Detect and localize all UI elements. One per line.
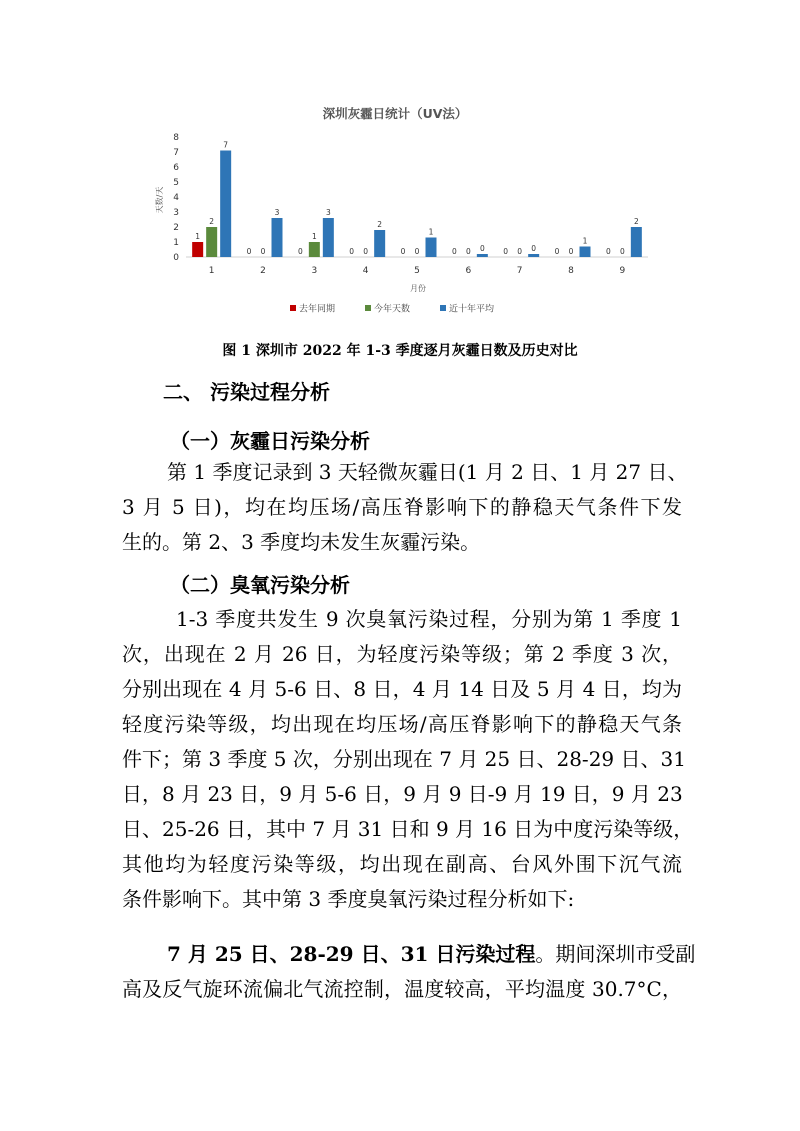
data-label: 1	[311, 232, 317, 241]
subsection-title-haze: （一）灰霾日污染分析	[170, 429, 370, 453]
y-tick-label: 2	[173, 223, 179, 233]
text-line: 高及反气旋环流偏北气流控制，温度较高，平均温度 30.7°C，	[122, 977, 682, 1001]
y-tick-label: 4	[173, 193, 179, 203]
x-axis-label: 月份	[410, 284, 426, 293]
data-label: 0	[349, 247, 355, 256]
text-line: 第 1 季度记录到 3 天轻微灰霾日(1 月 2 日、1 月 27 日、	[167, 460, 688, 484]
data-label: 0	[246, 247, 252, 256]
x-tick-label: 8	[568, 266, 574, 276]
text-line: 轻度污染等级，均出现在均压场/高压脊影响下的静稳天气条	[122, 712, 682, 736]
bar	[192, 242, 203, 257]
figure-caption: 图 1 深圳市 2022 年 1-3 季度逐月灰霾日数及历史对比	[222, 343, 578, 359]
bar	[477, 254, 488, 257]
text-line: 次，出现在 2 月 26 日，为轻度污染等级；第 2 季度 3 次，	[122, 642, 682, 666]
x-tick-label: 5	[414, 266, 420, 276]
text-line: 条件影响下。其中第 3 季度臭氧污染过程分析如下:	[122, 887, 575, 911]
data-label: 1	[428, 227, 434, 237]
data-label: 0	[554, 247, 560, 256]
x-tick-label: 6	[465, 266, 472, 276]
text-line: 日、25-26 日，其中 7 月 31 日和 9 月 16 日为中度污染等级，	[122, 817, 694, 841]
haze-days-chart	[150, 95, 660, 330]
bar	[220, 151, 231, 258]
paragraph-process	[122, 937, 696, 1007]
x-tick-label: 2	[260, 266, 266, 276]
legend-swatch	[290, 305, 296, 311]
bar	[580, 247, 591, 258]
bar	[323, 218, 334, 257]
x-tick-label: 1	[208, 266, 215, 276]
x-tick-label: 7	[516, 266, 523, 276]
y-tick-label: 6	[173, 163, 179, 173]
data-label: 0	[465, 247, 471, 256]
y-tick-label: 5	[173, 178, 179, 188]
text-line: 3 月 5 日)，均在均压场/高压脊影响下的静稳天气条件下发	[122, 495, 682, 519]
data-label: 0	[619, 247, 625, 256]
x-tick-label: 3	[311, 266, 318, 276]
bar	[272, 218, 283, 257]
data-label: 0	[414, 247, 420, 256]
data-label: 1	[195, 232, 201, 241]
text-line: 分别出现在 4 月 5-6 日、8 日，4 月 14 日及 5 月 4 日，均为	[122, 677, 682, 701]
y-tick-label: 0	[173, 253, 179, 263]
data-label: 0	[568, 247, 574, 256]
data-label: 0	[503, 247, 509, 256]
chart-title: 深圳灰霾日统计（UV法）	[322, 106, 468, 121]
legend-label: 近十年平均	[449, 304, 495, 315]
text-line: 1-3 季度共发生 9 次臭氧污染过程，分别为第 1 季度 1	[176, 607, 682, 631]
y-tick-label: 3	[173, 208, 179, 218]
data-label: 1	[582, 236, 588, 246]
text-line: 件下；第 3 季度 5 次，分别出现在 7 月 25 日、28-29 日、31	[122, 747, 686, 771]
data-label: 0	[363, 247, 369, 256]
text-line: 其他均为轻度污染等级，均出现在副高、台风外围下沉气流	[122, 852, 682, 876]
data-label: 0	[451, 247, 457, 256]
data-label: 2	[377, 220, 383, 229]
legend-label: 去年同期	[299, 304, 336, 315]
bar	[528, 254, 539, 257]
data-label: 0	[400, 247, 406, 256]
subsection-title-ozone: （二）臭氧污染分析	[170, 573, 350, 597]
data-label: 0	[260, 247, 266, 256]
process-text: 。期间深圳市受副	[535, 942, 696, 966]
text-line: 生的。第 2、3 季度均未发生灰霾污染。	[122, 530, 481, 554]
data-label: 3	[325, 208, 331, 217]
x-tick-label: 4	[362, 266, 369, 276]
bar	[374, 230, 385, 257]
y-tick-label: 7	[173, 148, 179, 158]
bar	[631, 227, 642, 257]
bar	[206, 227, 217, 257]
y-tick-label: 8	[173, 133, 179, 143]
text-line	[122, 937, 696, 972]
text-line: 日，8 月 23 日，9 月 5-6 日，9 月 9 日-9 月 19 日，9 月 23	[122, 782, 683, 806]
data-label: 0	[517, 247, 523, 256]
paragraph-ozone	[122, 602, 694, 917]
bar	[426, 238, 437, 258]
data-label: 0	[479, 244, 485, 253]
data-label: 7	[223, 140, 229, 150]
data-label: 0	[531, 244, 537, 253]
section-title: 二、 污染过程分析	[163, 380, 330, 404]
y-axis-label: 天数/天	[155, 186, 164, 214]
data-label: 0	[605, 247, 611, 256]
paragraph-haze	[122, 455, 688, 560]
legend-label: 今年天数	[374, 304, 411, 315]
bar	[309, 242, 320, 257]
data-label: 0	[297, 247, 303, 256]
y-tick-label: 1	[173, 238, 179, 248]
process-heading: 7 月 25 日、28-29 日、31 日污染过程	[167, 942, 536, 966]
data-label: 3	[274, 208, 280, 217]
legend-swatch	[365, 305, 371, 311]
data-label: 2	[633, 217, 639, 226]
data-label: 2	[209, 217, 215, 226]
legend-swatch	[440, 305, 446, 311]
x-tick-label: 9	[619, 266, 626, 276]
